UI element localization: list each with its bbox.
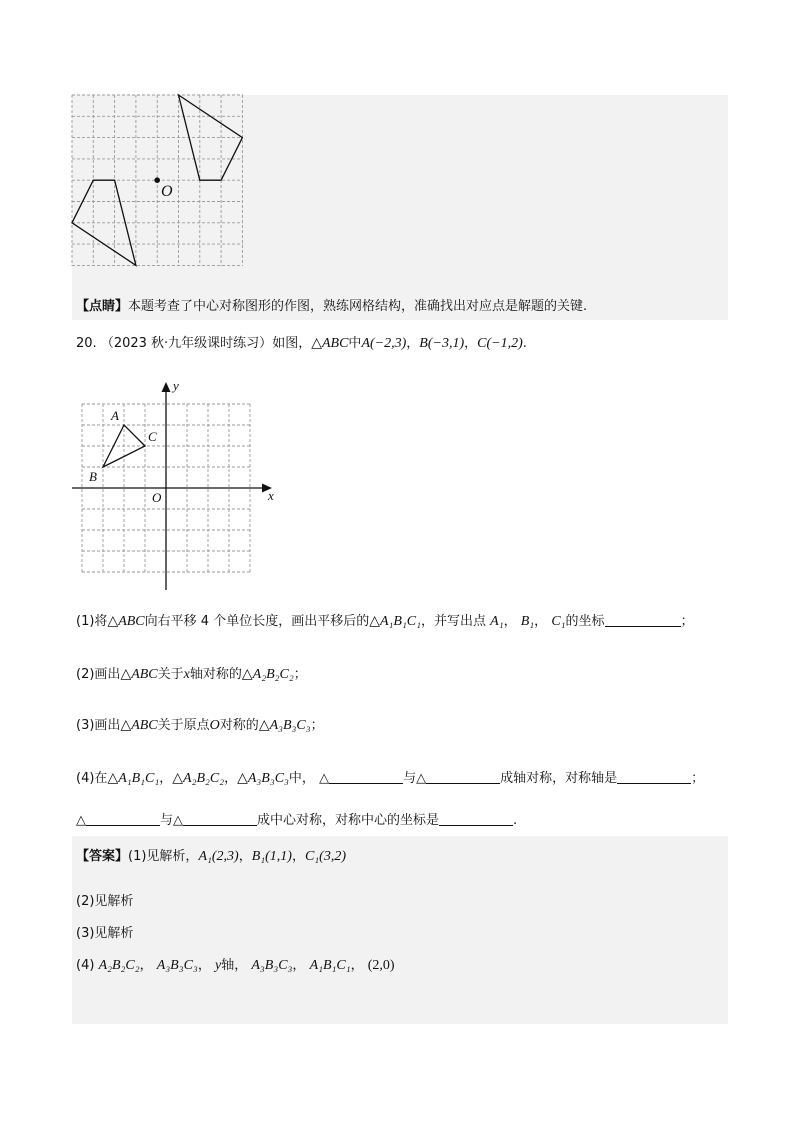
origin-o: O bbox=[209, 718, 220, 733]
separator: ， bbox=[197, 958, 211, 973]
triangle-a3b3c3: △A₃B₃C₃ bbox=[237, 771, 289, 786]
point-c1: C₁ bbox=[551, 614, 566, 629]
triangle-symbol: △ bbox=[173, 813, 184, 828]
center-point-o bbox=[154, 177, 160, 183]
origin-label: O bbox=[152, 490, 162, 505]
answer-label: 【答案】 bbox=[76, 849, 129, 864]
vertex-b-label: B bbox=[89, 469, 97, 484]
part-text: 画出 bbox=[94, 718, 121, 733]
separator: ， bbox=[234, 958, 248, 973]
answer-axis-word: 轴 bbox=[221, 958, 235, 973]
point-c: C(−1,2) bbox=[477, 336, 523, 351]
question-number: 20. bbox=[76, 336, 97, 351]
question-intro: 如图， bbox=[272, 336, 312, 351]
triangle-abc: △ABC bbox=[311, 336, 349, 351]
figure-central-symmetry bbox=[72, 95, 244, 267]
answer-blank-1[interactable] bbox=[329, 769, 403, 784]
triangle-a2b2c2: △A₂B₂C₂ bbox=[172, 771, 225, 786]
part-text: 轴对称的 bbox=[189, 667, 242, 682]
answer-tri-a2b2c2: A₂B₂C₂ bbox=[98, 958, 140, 973]
tip-label: 【点睛】 bbox=[76, 299, 129, 314]
point-a: A(−2,3) bbox=[361, 336, 407, 351]
vertex-c-label: C bbox=[148, 429, 157, 444]
answer-4-number: (4) bbox=[76, 958, 95, 973]
semicolon: ； bbox=[293, 667, 307, 682]
triangle-abc: △ABC bbox=[120, 667, 158, 682]
separator: ， bbox=[224, 771, 238, 786]
answer-blank-axis[interactable] bbox=[617, 769, 691, 784]
triangle-a2b2c2: △A₂B₂C₂ bbox=[241, 667, 294, 682]
part-1 bbox=[76, 612, 694, 631]
question-20-stem bbox=[76, 335, 527, 353]
part-text: 关于 bbox=[157, 667, 184, 682]
figure-coordinate-grid bbox=[70, 378, 280, 593]
separator: ， bbox=[464, 336, 478, 351]
semicolon: ； bbox=[310, 718, 324, 733]
part-number: (1) bbox=[76, 614, 95, 629]
separator: ， bbox=[503, 614, 517, 629]
answer-blank-center[interactable] bbox=[439, 811, 513, 826]
part-4-line-1 bbox=[76, 769, 704, 788]
part-text: 的坐标 bbox=[565, 614, 605, 629]
point-b: B(−3,1) bbox=[419, 336, 465, 351]
semicolon: ； bbox=[691, 771, 705, 786]
answer-y-variable: y bbox=[214, 958, 222, 973]
semicolon: ； bbox=[680, 614, 694, 629]
part-text: 画出 bbox=[94, 667, 121, 682]
center-label-o: O bbox=[161, 183, 173, 200]
point-b1: B₁ bbox=[520, 614, 535, 629]
part-text: 成轴对称，对称轴是 bbox=[500, 771, 618, 786]
separator: ， bbox=[292, 958, 306, 973]
answer-tri-a3b3c3-2: A₃B₃C₃ bbox=[251, 958, 293, 973]
triangle-a3b3c3: △A₃B₃C₃ bbox=[258, 718, 311, 733]
part-text: 与 bbox=[160, 813, 174, 828]
x-axis-label: x bbox=[268, 488, 274, 503]
question-mid: 中 bbox=[348, 336, 362, 351]
part-text: 关于原点 bbox=[157, 718, 210, 733]
part-text: 向右平移 4 个单位长度，画出平移后的 bbox=[144, 614, 370, 629]
answer-blank-3[interactable] bbox=[86, 811, 160, 826]
separator: ， bbox=[159, 771, 173, 786]
answer-line-2: (2)见解析 bbox=[76, 894, 134, 909]
tip-text: 本题考查了中心对称图形的作图，熟练网格结构，准确找出对应点是解题的关键. bbox=[128, 299, 588, 314]
answer-1-prefix: (1)见解析， bbox=[128, 849, 199, 864]
separator: ， bbox=[238, 849, 252, 864]
part-text: 成中心对称，对称中心的坐标是 bbox=[257, 813, 440, 828]
triangle-symbol: △ bbox=[319, 771, 330, 786]
answer-tri-a3b3c3: A₃B₃C₃ bbox=[156, 958, 198, 973]
answer-center-coords: (2,0) bbox=[367, 958, 395, 973]
separator: ， bbox=[291, 849, 305, 864]
y-axis-arrow bbox=[162, 382, 171, 392]
part-text: 与 bbox=[403, 771, 417, 786]
part-text: 在 bbox=[94, 771, 108, 786]
tip-line bbox=[76, 298, 587, 316]
triangle-abc: △ABC bbox=[120, 718, 158, 733]
part-text: ，并写出点 bbox=[421, 614, 487, 629]
answer-blank-2[interactable] bbox=[426, 769, 500, 784]
part-number: (2) bbox=[76, 667, 95, 682]
period: . bbox=[522, 336, 527, 351]
triangle-symbol: △ bbox=[76, 813, 86, 828]
answer-tri-a1b1c1: A₁B₁C₁ bbox=[309, 958, 351, 973]
separator: ， bbox=[534, 614, 548, 629]
answer-b1: B₁(1,1) bbox=[251, 849, 292, 864]
separator: ， bbox=[139, 958, 153, 973]
triangle-abc: △ABC bbox=[107, 614, 145, 629]
part-text: 中， bbox=[288, 771, 315, 786]
part-4-line-2 bbox=[76, 811, 517, 830]
answer-line-3: (3)见解析 bbox=[76, 926, 134, 941]
triangle-a1b1c1: △A₁B₁C₁ bbox=[369, 614, 422, 629]
triangle-a1b1c1: △A₁B₁C₁ bbox=[107, 771, 160, 786]
part-number: (3) bbox=[76, 718, 95, 733]
period: . bbox=[513, 813, 518, 828]
question-source: （2023 秋·九年级课时练习） bbox=[100, 336, 273, 351]
part-number: (4) bbox=[76, 771, 95, 786]
y-axis-label: y bbox=[173, 378, 179, 393]
separator: ， bbox=[406, 336, 420, 351]
answer-a1: A₁(2,3) bbox=[198, 849, 239, 864]
part-3 bbox=[76, 717, 324, 735]
vertex-a-label: A bbox=[111, 408, 119, 423]
answer-line-1 bbox=[76, 848, 346, 866]
part-text: 将 bbox=[94, 614, 108, 629]
answer-line-4 bbox=[76, 957, 395, 975]
triangle-symbol: △ bbox=[416, 771, 427, 786]
part-text: 对称的 bbox=[219, 718, 259, 733]
answer-c1: C₁(3,2) bbox=[304, 849, 346, 864]
answer-blank-4[interactable] bbox=[183, 811, 257, 826]
x-variable: x bbox=[183, 667, 190, 682]
part-2 bbox=[76, 666, 307, 684]
point-a1: A₁ bbox=[490, 614, 504, 629]
separator: ， bbox=[350, 958, 364, 973]
answer-blank-coords[interactable] bbox=[605, 612, 681, 627]
